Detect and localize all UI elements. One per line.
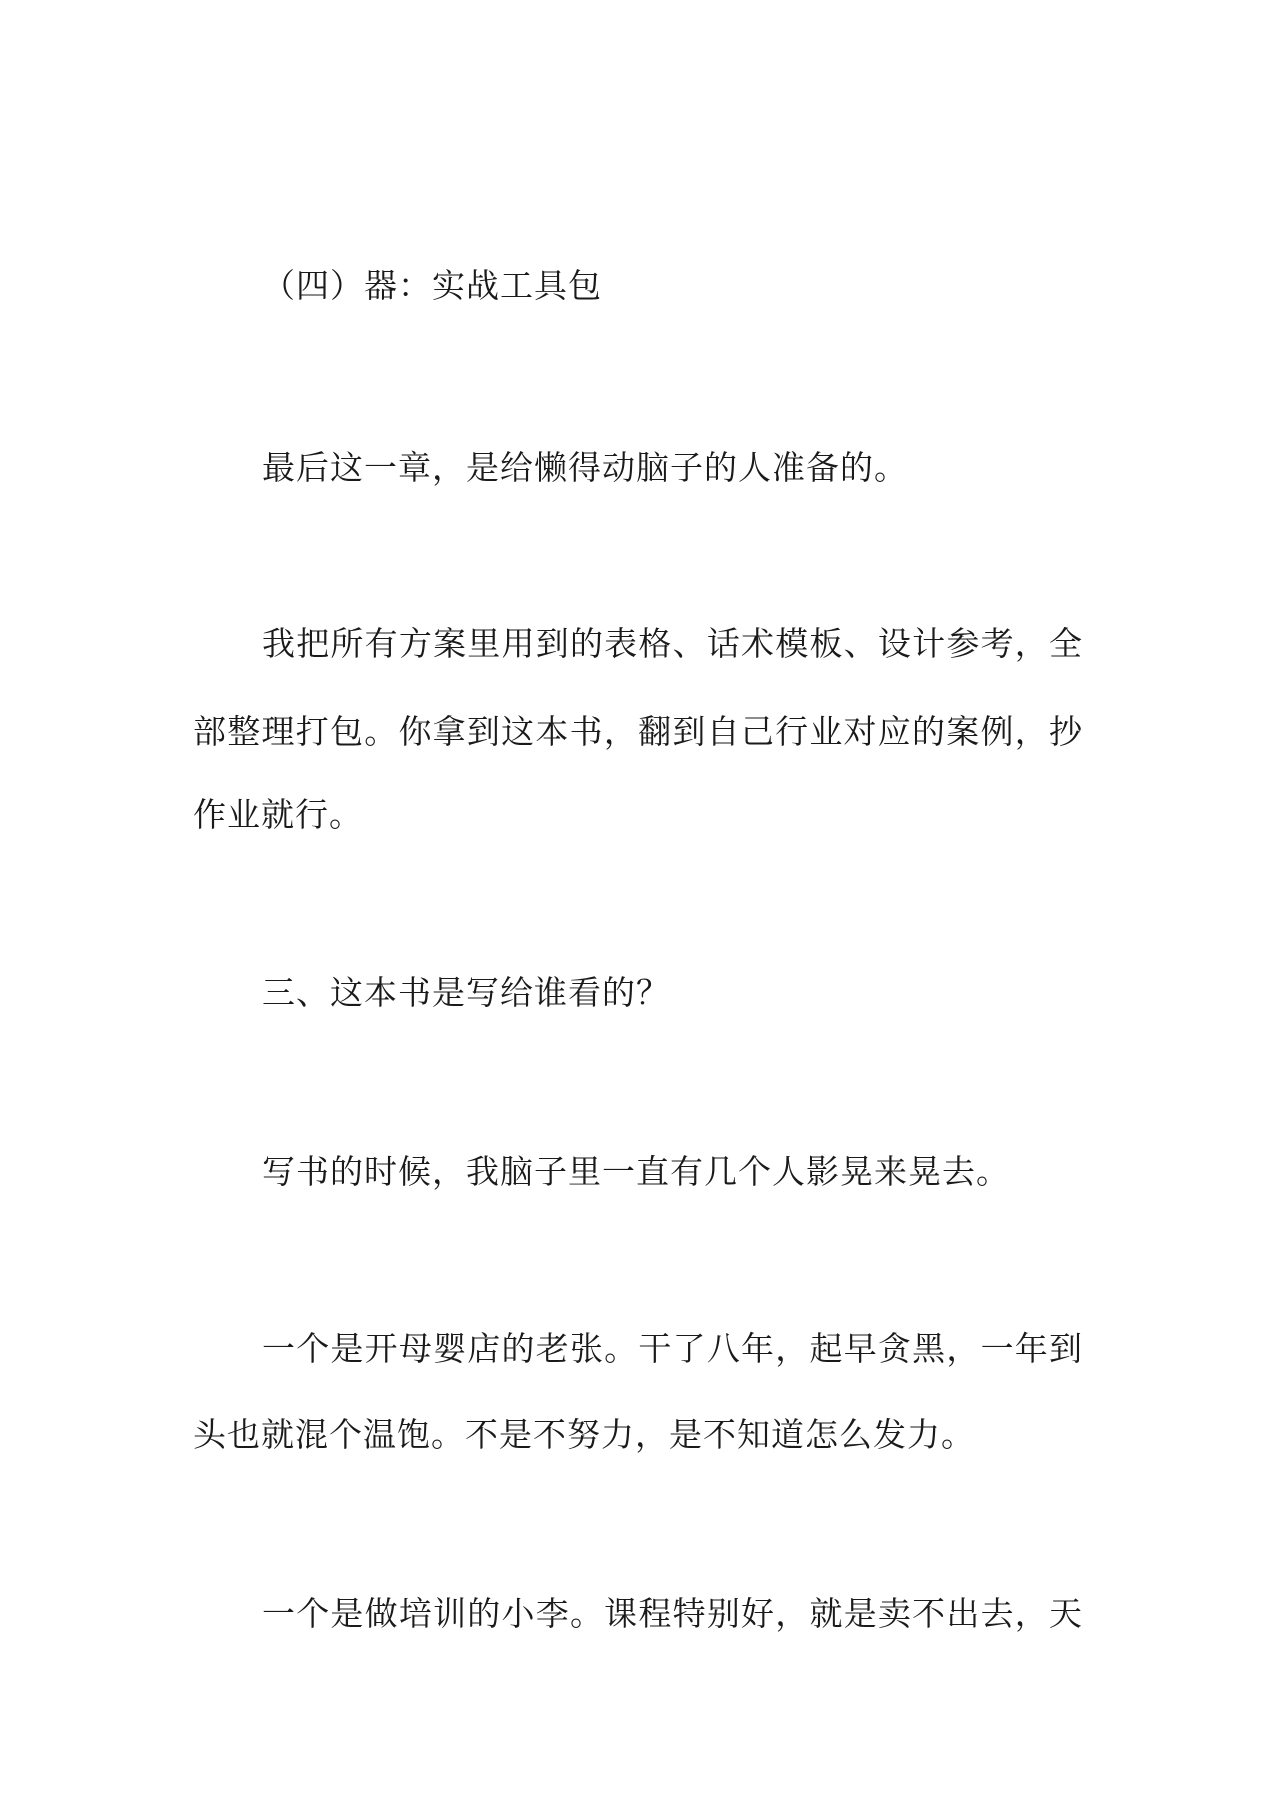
paragraph-line: 部整理打包。你拿到这本书，翻到自己行业对应的案例，抄 (193, 712, 1083, 751)
section-heading-audience: 三、这本书是写给谁看的？ (262, 973, 670, 1012)
paragraph-line: 一个是做培训的小李。课程特别好，就是卖不出去，天 (262, 1594, 1083, 1633)
paragraph-line: 一个是开母婴店的老张。干了八年，起早贪黑，一年到 (262, 1329, 1083, 1368)
paragraph-line: 写书的时候，我脑子里一直有几个人影晃来晃去。 (262, 1152, 1010, 1191)
paragraph-line: 作业就行。 (193, 795, 363, 834)
section-heading-tools: （四）器：实战工具包 (262, 266, 602, 305)
paragraph-line: 头也就混个温饱。不是不努力，是不知道怎么发力。 (193, 1415, 975, 1454)
paragraph-line: 我把所有方案里用到的表格、话术模板、设计参考，全 (262, 624, 1083, 663)
paragraph-line: 最后这一章，是给懒得动脑子的人准备的。 (262, 448, 908, 487)
